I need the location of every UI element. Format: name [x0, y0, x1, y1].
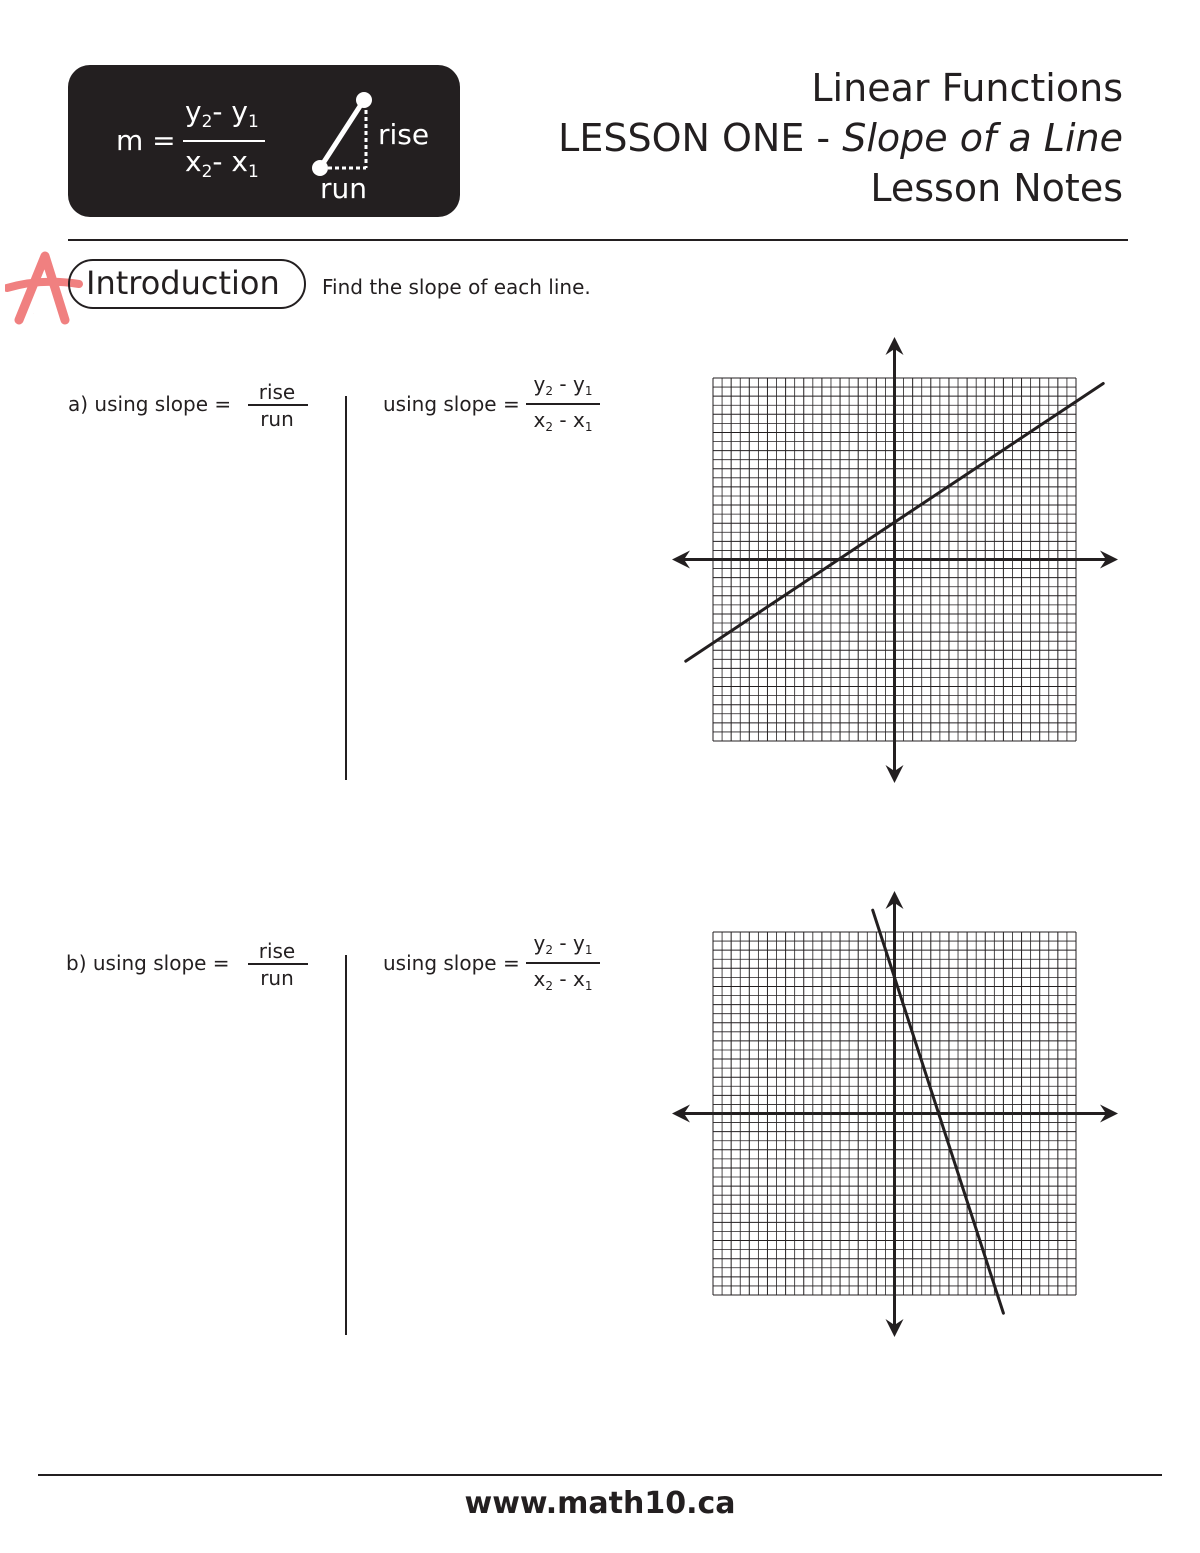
instruction-text: Find the slope of each line. — [322, 275, 591, 299]
question-a-rise: rise — [258, 380, 296, 404]
graph-a — [670, 336, 1120, 784]
formula-numerator: $y_2-$ $y_1$ — [185, 95, 259, 132]
question-a-fraction-rule — [526, 403, 600, 405]
footer-divider — [38, 1474, 1162, 1476]
question-b-label: b) using slope = — [66, 951, 230, 975]
section-title: Introduction — [86, 264, 280, 302]
question-b-divider — [345, 955, 347, 1335]
question-b-numerator: $y_2 - y_1$ — [533, 931, 593, 957]
question-a-run: run — [260, 407, 294, 431]
formula-fraction-rule — [183, 140, 265, 142]
section-badge-letter: A — [33, 314, 34, 315]
lesson-title: LESSON ONE - Slope of a Line — [558, 116, 1123, 160]
question-b-rise: rise — [258, 939, 296, 963]
unit-title: Linear Functions — [811, 66, 1123, 110]
question-a-numerator: $y_2 - y_1$ — [533, 372, 593, 398]
question-b-denominator: $x_2 - x_1$ — [533, 967, 593, 993]
formula-m-label: m = — [116, 124, 176, 157]
header-divider — [68, 239, 1128, 241]
graph-b — [670, 890, 1120, 1338]
question-b-fraction-rule — [526, 962, 600, 964]
question-a-alt-label: using slope = — [383, 392, 520, 416]
rise-label: rise — [378, 118, 430, 151]
run-label: run — [320, 172, 368, 205]
question-b-run: run — [260, 966, 294, 990]
footer-url: www.math10.ca — [464, 1486, 736, 1521]
question-b-rise-run-rule — [248, 963, 308, 965]
lesson-subtitle: Lesson Notes — [870, 166, 1123, 210]
question-a-rise-run-rule — [248, 404, 308, 406]
question-a-denominator: $x_2 - x_1$ — [533, 408, 593, 434]
plotted-line — [873, 910, 1004, 1313]
rise-run-icon — [310, 88, 380, 178]
formula-denominator: $x_2-$ $x_1$ — [185, 145, 259, 182]
question-a-divider — [345, 396, 347, 780]
question-a-label: a) using slope = — [68, 392, 232, 416]
question-b-alt-label: using slope = — [383, 951, 520, 975]
